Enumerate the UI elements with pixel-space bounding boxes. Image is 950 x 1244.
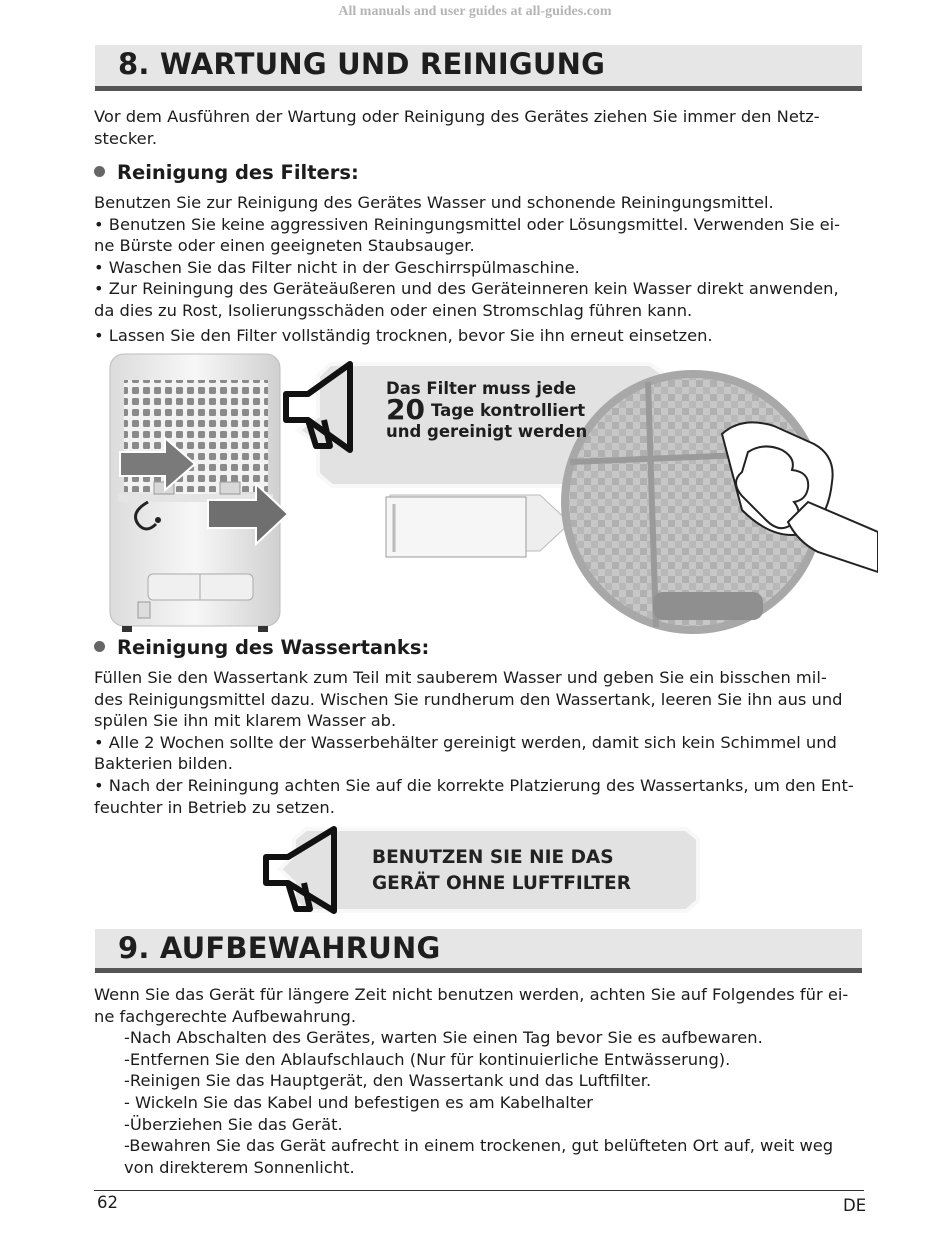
storage-intro-line: Wenn Sie das Gerät für längere Zeit nicht benutzen werden, achten Sie auf Folgendes für ei- (94, 985, 849, 1004)
bullet-dot (94, 166, 105, 177)
section-8-header (95, 45, 862, 91)
filter-line: • Benutzen Sie keine aggressiven Reiningungsmittel oder Lösungsmittel. Verwenden Sie ei- (94, 214, 841, 234)
warning-text (372, 845, 631, 897)
storage-step: von direkterem Sonnenlicht. (124, 1157, 355, 1177)
section-8-title: 8. WARTUNG UND REINIGUNG (118, 47, 606, 81)
filter-heading-text: Reinigung des Filters: (117, 161, 359, 184)
warning-line: GERÄT OHNE LUFTFILTER (372, 873, 631, 894)
tank-line: Bakterien bilden. (94, 754, 233, 774)
language-code: DE (843, 1196, 867, 1215)
callout-line: und gereinigt werden (386, 422, 588, 441)
tank-text (94, 667, 864, 818)
tank-line: feuchter in Betrieb zu setzen. (94, 797, 335, 817)
tank-line: • Alle 2 Wochen sollte der Wasserbehälter gereinigt werden, damit sich kein Schimmel und (94, 732, 837, 752)
storage-step: -Bewahren Sie das Gerät aufrecht in einem trockenen, gut belüfteten Ort auf, weit weg (124, 1136, 834, 1156)
filter-line: da dies zu Rost, Isolierungsschäden oder einen Stromschlag führen kann. (94, 300, 693, 320)
storage-step: -Überziehen Sie das Gerät. (124, 1114, 343, 1134)
dehumidifier-illustration (110, 354, 280, 632)
section-9-title: 9. AUFBEWAHRUNG (118, 931, 441, 965)
footer-divider (94, 1190, 864, 1191)
page-number: 62 (97, 1193, 118, 1212)
storage-step: -Reinigen Sie das Hauptgerät, den Wassertank und das Luftfilter. (124, 1071, 652, 1091)
intro-line: stecker. (94, 128, 158, 148)
filter-line: Benutzen Sie zur Reinigung des Gerätes Wasser und schonende Reiningungsmittel. (94, 193, 774, 212)
filter-line: ne Bürste oder einen geeigneten Staubsauger. (94, 236, 475, 256)
filter-line: • Lassen Sie den Filter vollständig trocknen, bevor Sie ihn erneut einsetzen. (94, 325, 713, 345)
tank-heading (94, 636, 429, 660)
filter-callout-text (386, 378, 587, 442)
section-9-text (94, 984, 864, 1178)
callout-number: 20 (386, 393, 425, 426)
filter-text (94, 192, 864, 346)
tank-line: Füllen Sie den Wassertank zum Teil mit sauberem Wasser und geben Sie ein bisschen mil- (94, 668, 827, 687)
tank-line: des Reinigungsmittel dazu. Wischen Sie rundherum den Wassertank, leeren Sie ihn aus und (94, 689, 843, 709)
filter-heading (94, 161, 359, 185)
bullet-dot (94, 641, 105, 652)
callout-line: Das Filter muss jede (386, 379, 577, 398)
callout-line: Tage kontrolliert (430, 401, 586, 420)
filter-frame-illustration (386, 495, 570, 557)
intro-line: Vor dem Ausführen der Wartung oder Reinigung des Gerätes ziehen Sie immer den Netz- (94, 107, 820, 126)
warning-line: BENUTZEN SIE NIE DAS (372, 847, 614, 868)
storage-intro-line: ne fachgerechte Aufbewahrung. (94, 1006, 357, 1026)
tank-line: • Nach der Reiningung achten Sie auf die korrekte Platzierung des Wassertanks, um den Ent- (94, 775, 854, 795)
section-9-header (95, 929, 862, 973)
filter-line: • Waschen Sie das Filter nicht in der Geschirrspülmaschine. (94, 257, 580, 277)
section-8-intro (94, 106, 864, 149)
storage-step: -Entfernen Sie den Ablaufschlauch (Nur für kontinuierliche Entwässerung). (124, 1049, 731, 1069)
storage-step: - Wickeln Sie das Kabel und befestigen es am Kabelhalter (124, 1092, 593, 1112)
filter-line: • Zur Reiningung des Geräteäußeren und des Geräteinneren kein Wasser direkt anwenden, (94, 279, 839, 299)
watermark: All manuals and user guides at all-guides.com (338, 4, 612, 19)
storage-step: -Nach Abschalten des Gerätes, warten Sie einen Tag bevor Sie es aufbewaren. (124, 1028, 763, 1048)
tank-line: spülen Sie ihn mit klarem Wasser ab. (94, 711, 397, 731)
tank-heading-text: Reinigung des Wassertanks: (117, 636, 430, 659)
